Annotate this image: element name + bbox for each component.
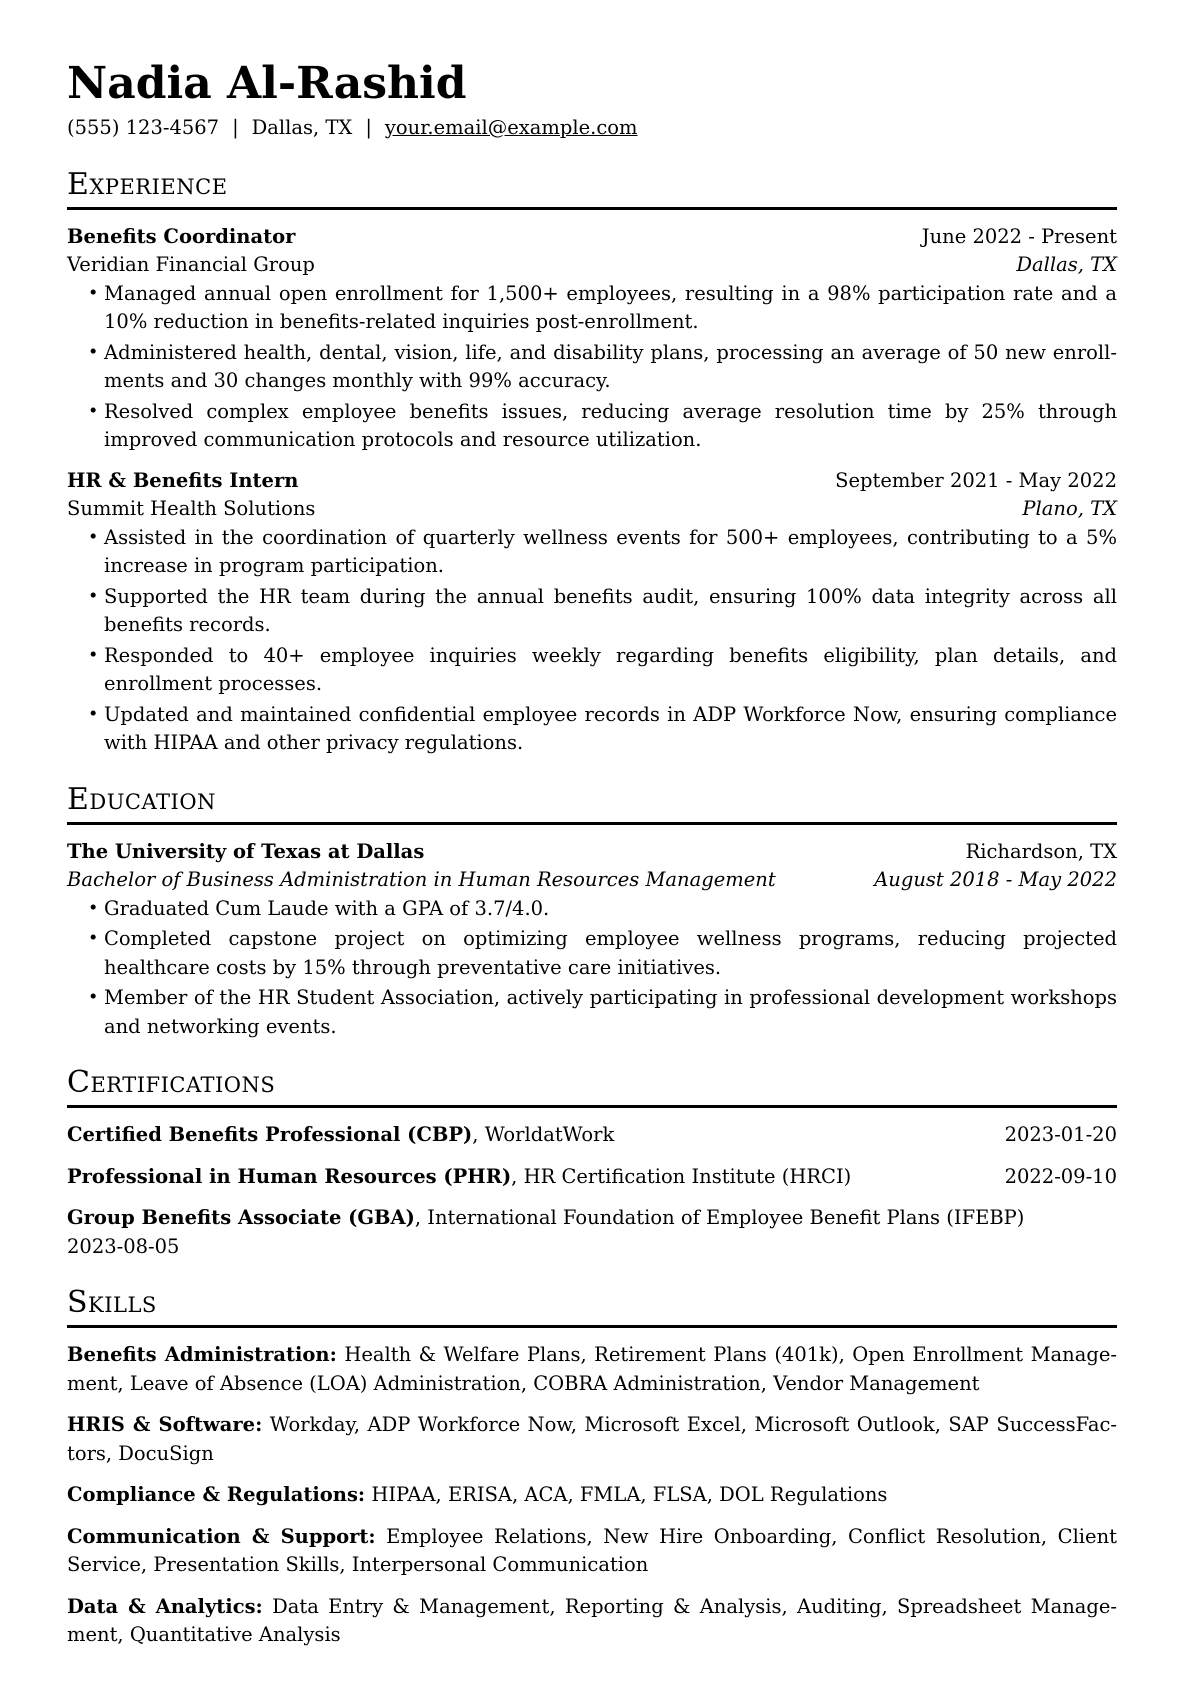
education-bullet: • Member of the HR Student Association, actively participating in professional development workshops and networking events. xyxy=(104,984,1117,1041)
certification-issuer: HR Certification Institute (HRCI) xyxy=(523,1164,852,1188)
school-location: Richardson, TX xyxy=(965,839,1117,863)
job-title: Benefits Coordinator xyxy=(67,224,296,248)
section-title-education: Education xyxy=(67,782,1117,825)
education-bullet: • Graduated Cum Laude with a GPA of 3.7/4.0. xyxy=(104,895,1117,924)
job-header-row xyxy=(67,467,1117,496)
certification-date: 2022-09-10 xyxy=(1004,1164,1117,1188)
certification-row xyxy=(67,1163,1117,1192)
company-name: Veridian Financial Group xyxy=(67,253,315,276)
section-education xyxy=(67,782,1117,1042)
pipe-separator: | xyxy=(365,116,372,139)
job-subheader-row xyxy=(67,251,1117,280)
candidate-name: Nadia Al-Rashid xyxy=(67,58,467,109)
job-bullet: • Updated and maintained confidential employee records in ADP Workforce Now, ensuring compliance with HIPAA and other privacy regulations. xyxy=(104,701,1117,758)
section-title-experience: Experience xyxy=(67,167,1117,210)
skill-items: Employee Relations, New Hire Onboarding, Conflict Resolution, Client Service, Presentation Skills, Interpersonal Communication xyxy=(67,1524,1117,1576)
certification-text xyxy=(67,1204,1024,1233)
job-bullet-list xyxy=(67,524,1117,758)
section-skills xyxy=(67,1285,1117,1650)
certification-row xyxy=(67,1204,1117,1261)
certification-text xyxy=(67,1163,851,1192)
skill-group xyxy=(67,1481,1117,1510)
skill-group xyxy=(67,1341,1117,1398)
job-entry xyxy=(67,467,1117,758)
skill-items: Data Entry & Management, Reporting & Analysis, Auditing, Spreadsheet Management, Quantitative Analysis xyxy=(67,1594,1118,1646)
certification-name: Professional in Human Resources (PHR) xyxy=(67,1164,512,1188)
job-dates: June 2022 - Present xyxy=(921,224,1117,248)
skill-category-label: Communication & Support: xyxy=(67,1524,376,1548)
education-dates: August 2018 - May 2022 xyxy=(874,868,1117,891)
skill-items: HIPAA, ERISA, ACA, FMLA, FLSA, DOL Regulations xyxy=(371,1483,888,1506)
contact-line xyxy=(67,114,1117,143)
skill-category-label: Benefits Administration: xyxy=(67,1343,337,1366)
job-dates: September 2021 - May 2022 xyxy=(835,468,1117,492)
education-bullet: • Completed capstone project on optimizing employee wellness programs, reducing projected healthcare costs by 15% through preventative care initiatives. xyxy=(104,925,1117,982)
job-header-row xyxy=(67,223,1117,252)
skill-group xyxy=(67,1593,1117,1650)
certification-date: 2023-08-05 xyxy=(67,1234,180,1258)
certification-issuer: WorldatWork xyxy=(484,1123,615,1146)
job-bullet: • Administered health, dental, vision, life, and disability plans, processing an average of 50 new enrollments and 30 changes monthly with 99% accuracy. xyxy=(104,339,1117,396)
certification-name: Certified Benefits Professional (CBP) xyxy=(67,1123,473,1146)
job-entry xyxy=(67,223,1117,455)
skill-category-label: Compliance & Regulations: xyxy=(67,1483,366,1506)
certification-date: 2023-01-20 xyxy=(1004,1123,1117,1146)
job-bullet: • Managed annual open enrollment for 1,500+ employees, resulting in a 98% participation rate and a 10% reduction in benefits-related inquiries post-enrollment. xyxy=(104,280,1117,337)
job-subheader-row xyxy=(67,495,1117,524)
job-bullet-list xyxy=(67,280,1117,455)
certification-text xyxy=(67,1121,614,1150)
email-link[interactable]: your.email@example.com xyxy=(384,116,638,139)
certification-issuer: International Foundation of Employee Benefit Plans (IFEBP) xyxy=(427,1206,1025,1229)
job-bullet: • Assisted in the coordination of quarterly wellness events for 500+ employees, contributing to a 5% increase in program participation. xyxy=(104,524,1117,581)
section-title-certifications: Certifications xyxy=(67,1065,1117,1108)
job-bullet: • Responded to 40+ employee inquiries weekly regarding benefits eligibility, plan details, and enrollment processes. xyxy=(104,642,1117,699)
education-body xyxy=(67,838,1117,1042)
comma-separator: , xyxy=(511,1164,524,1188)
experience-body xyxy=(67,223,1117,758)
job-location: Plano, TX xyxy=(1022,497,1117,520)
comma-separator: , xyxy=(472,1123,485,1146)
job-bullet: • Supported the HR team during the annual benefits audit, ensuring 100% data integrity across all benefits records. xyxy=(104,583,1117,640)
skill-category-label: HRIS & Software: xyxy=(67,1413,263,1436)
certification-row xyxy=(67,1121,1117,1150)
degree-name: Bachelor of Business Administration in Human Resources Management xyxy=(67,868,776,891)
job-location: Dallas, TX xyxy=(1016,253,1117,276)
skill-items: Health & Welfare Plans, Retirement Plans (401k), Open Enrollment Management, Leave of Absence (LOA) Administration, COBRA Administration, Vendor Management xyxy=(67,1343,1117,1395)
education-bullet-list xyxy=(67,895,1117,1042)
job-bullet: • Resolved complex employee benefits issues, reducing average resolution time by 25% through improved communication protocols and resource utilization. xyxy=(104,398,1117,455)
certifications-body xyxy=(67,1121,1117,1261)
resume-header xyxy=(67,58,1117,143)
skill-group xyxy=(67,1411,1117,1468)
section-experience xyxy=(67,167,1117,758)
skill-group xyxy=(67,1523,1117,1580)
school-name: The University of Texas at Dallas xyxy=(67,839,425,863)
company-name: Summit Health Solutions xyxy=(67,497,316,520)
comma-separator: , xyxy=(414,1206,428,1229)
school-subheader-row xyxy=(67,866,1117,895)
school-header-row xyxy=(67,838,1117,867)
section-certifications xyxy=(67,1065,1117,1261)
skills-body xyxy=(67,1341,1117,1650)
pipe-separator: | xyxy=(232,116,239,139)
section-title-skills: Skills xyxy=(67,1285,1117,1328)
certification-name: Group Benefits Associate (GBA) xyxy=(67,1206,415,1229)
education-entry xyxy=(67,838,1117,1042)
job-title: HR & Benefits Intern xyxy=(67,468,299,492)
skill-items: Workday, ADP Workforce Now, Microsoft Excel, Microsoft Outlook, SAP SuccessFactors, DocuSign xyxy=(67,1413,1117,1465)
phone-number: (555) 123-4567 xyxy=(67,116,220,139)
location-text: Dallas, TX xyxy=(251,116,353,139)
skill-category-label: Data & Analytics: xyxy=(67,1594,263,1618)
